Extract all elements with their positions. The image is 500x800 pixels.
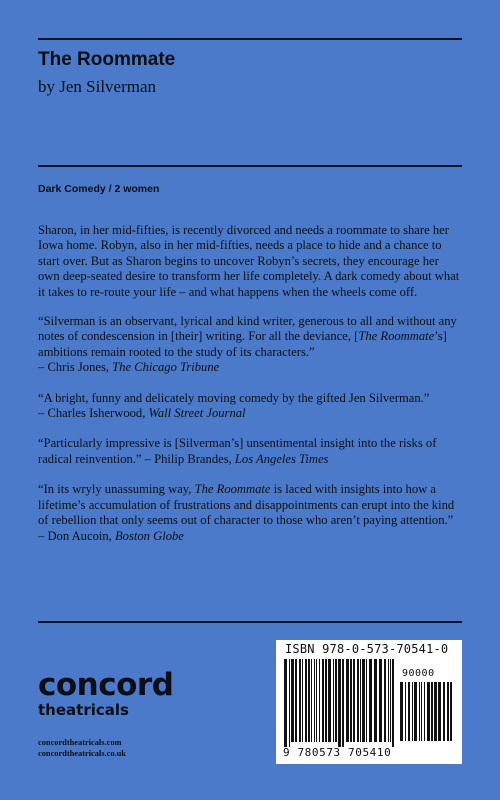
upper-divider-rule [38, 165, 462, 167]
isbn-barcode [276, 640, 462, 764]
isbn-label: ISBN 978-0-573-70541-0 [285, 642, 449, 656]
barcode-addon-number: 90000 [402, 668, 435, 679]
synopsis: Sharon, in her mid-fifties, is recently divorced and needs a roommate to share her Iowa home. Robyn, also in her mid-fifties, needs a place to hide and a chance to start over. But as Sharon begins to uncover Robyn’s secrets, they encourage her own deep-seated desire to transform her life completely. A dark comedy about what it takes to re-route your life – and what happens when the wheels come off. [38, 223, 460, 299]
barcode-addon-bars [400, 682, 454, 746]
publisher-logo [38, 668, 173, 719]
genre-cast-label: Dark Comedy / 2 women [38, 183, 160, 195]
barcode-bars [284, 659, 396, 749]
barcode-digits: 9 780573 705410 [283, 746, 392, 759]
publisher-urls [38, 737, 126, 759]
top-rule [38, 38, 462, 40]
quote-chicago-tribune: “Silverman is an observant, lyrical and kind writer, generous to all and without any notes of condescension in [their] writing. For all the deviance, [The Roommate’s] ambitions remain rooted to the study of its characters.” – Chris Jones, The Chicago Tribune [38, 314, 457, 375]
publisher-url-uk: concordtheatricals.co.uk [38, 749, 126, 758]
book-title: The Roommate [38, 49, 176, 70]
quote-boston-globe: “In its wryly unassuming way, The Roommate is laced with insights into how a lifetime’s accumulation of frustrations and disappointments can erupt into the kind of rebellion that only seems out of character to those who aren’t paying attention.” – Don Aucoin, Boston Globe [38, 482, 455, 543]
lower-divider-rule [38, 621, 462, 623]
logo-wordmark-theatricals: theatricals [38, 701, 129, 719]
publisher-url-com: concordtheatricals.com [38, 738, 122, 747]
quote-wall-street-journal: “A bright, funny and delicately moving comedy by the gifted Jen Silverman.” – Charles Isherwood, Wall Street Journal [38, 390, 430, 421]
author-line: by Jen Silverman [38, 77, 157, 96]
quote-los-angeles-times: “Particularly impressive is [Silverman’s] unsentimental insight into the risks of radical reinvention.” – Philip Brandes, Los Angeles Times [38, 436, 437, 466]
blurb-section [38, 223, 462, 559]
logo-wordmark-concord: concord [38, 667, 174, 703]
